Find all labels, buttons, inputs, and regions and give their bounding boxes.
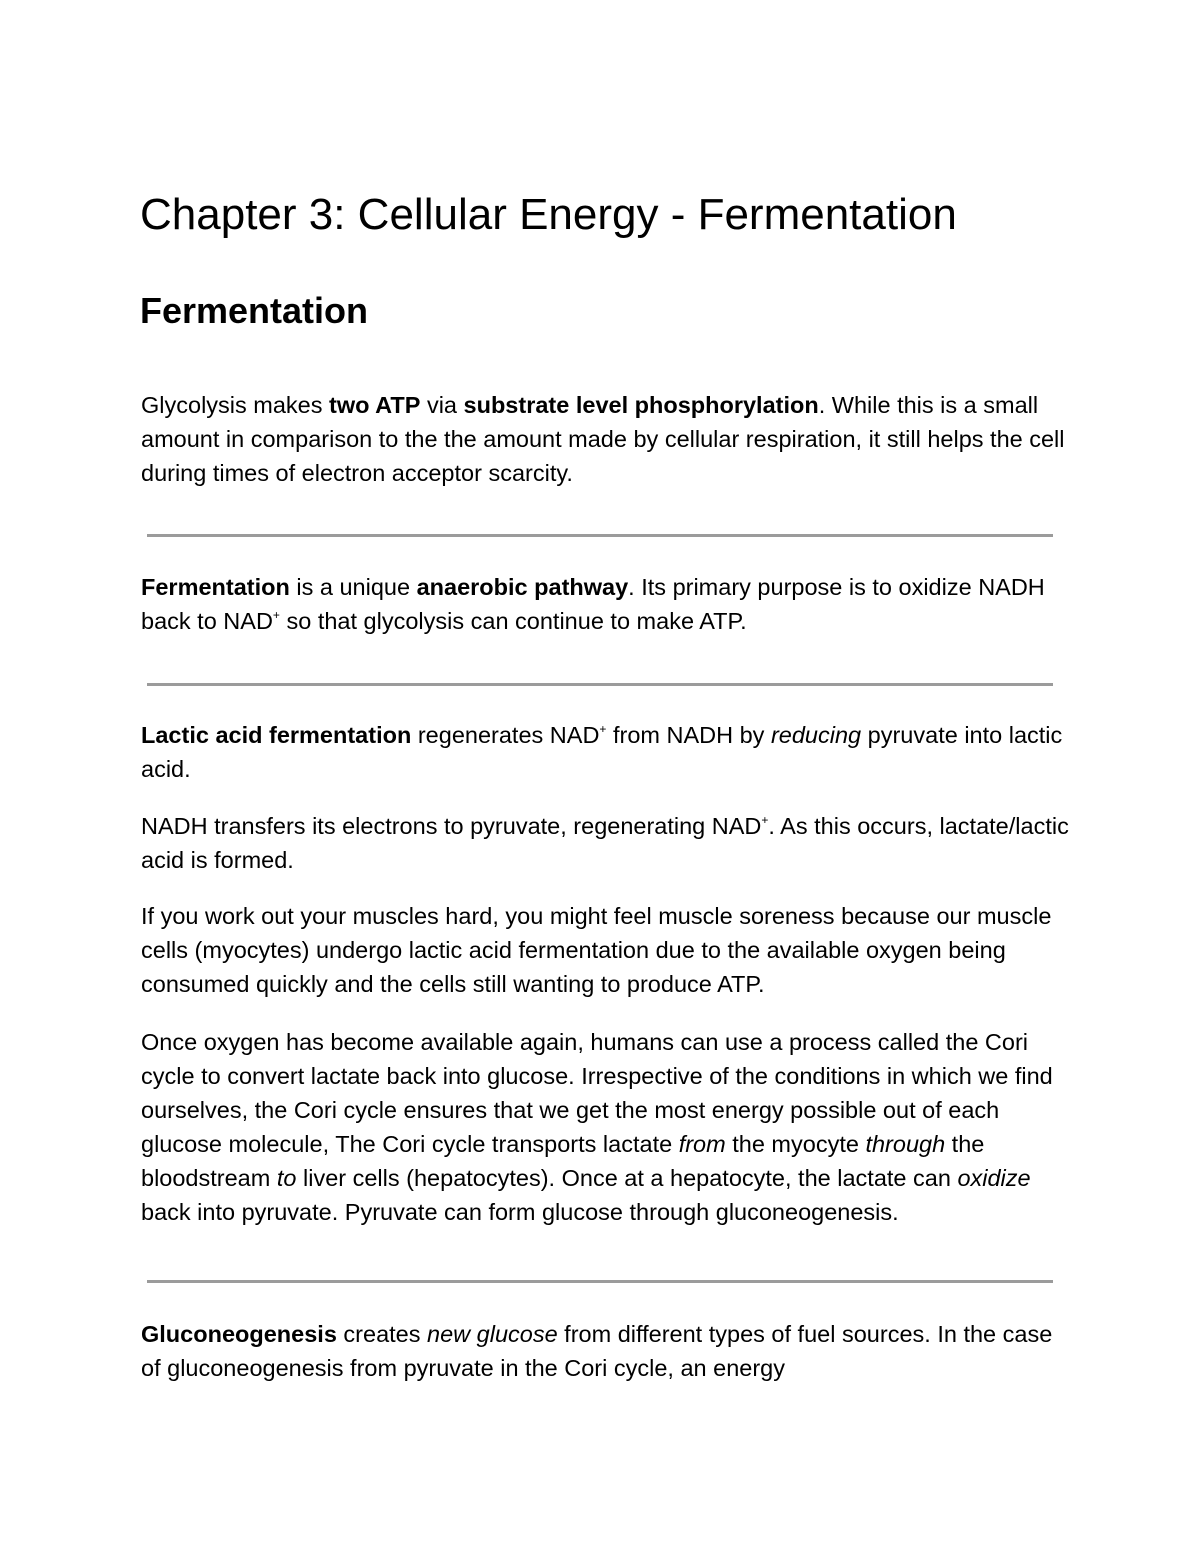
p2-bold-anaerobic: anaerobic pathway [416, 574, 629, 600]
divider-3 [147, 1280, 1053, 1283]
p7-text-d: from different types of fuel sources. In the case of gluconeogenesis from pyruvate in the Cori cycle, an energy [141, 1321, 1053, 1381]
p6-italic-through: through [865, 1131, 946, 1157]
p6-text-e: the bloodstream [141, 1131, 985, 1191]
p6-text-i: back into pyruvate. Pyruvate can form glucose through gluconeogenesis. [141, 1199, 899, 1225]
p3-text-c: from NADH by [606, 722, 771, 748]
paragraph-lactic-acid [141, 718, 1071, 786]
p3-bold-lactic: Lactic acid fermentation [141, 722, 412, 748]
p2-bold-fermentation: Fermentation [141, 574, 290, 600]
divider-2 [147, 683, 1053, 686]
paragraph-nadh-transfer [141, 809, 1071, 877]
p2-superscript: + [272, 608, 280, 622]
p6-italic-from: from [678, 1131, 726, 1157]
p3-text-e: pyruvate into lactic acid. [141, 722, 1063, 782]
section-heading: Fermentation [140, 290, 369, 331]
paragraph-glycolysis [141, 388, 1071, 490]
paragraph-fermentation [141, 570, 1071, 638]
p7-bold-gluconeogenesis: Gluconeogenesis [141, 1321, 337, 1347]
p6-text-g: liver cells (hepatocytes). Once at a hepatocyte, the lactate can [296, 1165, 958, 1191]
chapter-title: Chapter 3: Cellular Energy - Fermentation [140, 190, 957, 239]
p6-text-a: Once oxygen has become available again, humans can use a process called the Cori cycle to convert lactate back into glucose. Irrespective of the conditions in which we find ourselves, the Cori cycle ensures that we get the most energy possible out of each glucose molecule, The Cori cycle transports lactate [141, 1029, 1053, 1157]
divider-1 [147, 534, 1053, 537]
p2-text-d: . Its primary purpose is to oxidize NADH back to NAD [141, 574, 1045, 634]
p4-superscript: + [761, 813, 769, 827]
p1-text-e: . While this is a small amount in comparison to the the amount made by cellular respiration, it still helps the cell during times of electron acceptor scarcity. [141, 392, 1065, 486]
p4-text-a: NADH transfers its electrons to pyruvate, regenerating NAD [141, 813, 762, 839]
p6-italic-to: to [276, 1165, 297, 1191]
p1-bold-substrate-level: substrate level phosphorylation [463, 392, 819, 418]
p3-superscript: + [599, 722, 607, 736]
p6-italic-oxidize: oxidize [957, 1165, 1031, 1191]
p3-italic-reducing: reducing [770, 722, 862, 748]
p1-bold-two-atp: two ATP [329, 392, 421, 418]
p1-text-a: Glycolysis makes [141, 392, 330, 418]
p3-text-b: regenerates NAD [411, 722, 600, 748]
p2-text-b: is a unique [289, 574, 417, 600]
p7-italic-new-glucose: new glucose [427, 1321, 558, 1347]
p1-text-c: via [420, 392, 464, 418]
paragraph-muscles: If you work out your muscles hard, you might feel muscle soreness because our muscle cells (myocytes) undergo lactic acid fermentation due to the available oxygen being consumed quickly and the cells still wanting to produce ATP. [141, 903, 1052, 997]
paragraph-gluconeogenesis [141, 1317, 1071, 1385]
p4-text-b: . As this occurs, lactate/lactic acid is formed. [141, 813, 1069, 873]
p6-text-c: the myocyte [725, 1131, 866, 1157]
p7-text-b: creates [336, 1321, 428, 1347]
paragraph-cori-cycle [141, 1025, 1071, 1229]
p2-text-e: so that glycolysis can continue to make ATP. [279, 608, 747, 634]
